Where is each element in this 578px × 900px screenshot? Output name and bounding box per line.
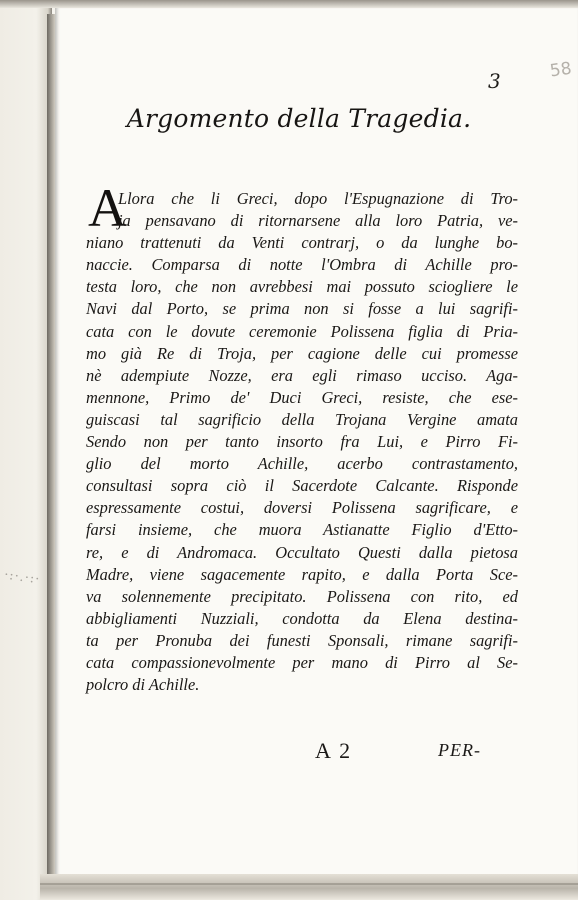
catchword: PER- — [438, 740, 481, 760]
text-line: va solennemente precipitato. Polissena con rito, ed — [86, 586, 518, 606]
text-line: Madre, viene sagacemente rapito, e dalla Porta Sce- — [86, 564, 518, 584]
text-line: naccie. Comparsa di notte l'Ombra di Achille pro- — [86, 255, 518, 275]
text-line: nè adempiute Nozze, era egli rimaso ucciso. Aga- — [86, 365, 518, 385]
text-line: farsi insieme, che muora Astianatte Figlio d'Etto- — [86, 520, 518, 540]
drop-cap: A — [88, 178, 127, 238]
text-line: guiscasi tal sagrificio della Trojana Vergine amata — [86, 409, 518, 429]
text-line: consultasi sopra ciò il Sacerdote Calcante. Risponde — [86, 476, 518, 496]
book-gutter — [47, 14, 55, 886]
text-line: mo già Re di Troja, per cagione delle cui promesse — [86, 343, 518, 363]
left-page-edge — [0, 0, 52, 900]
text-line: Navi dal Porto, se prima non si fosse a lui sagrifi- — [86, 299, 518, 319]
margin-specks: ·:·.·:· — [3, 567, 42, 588]
text-line: polcro di Achille. — [86, 675, 200, 695]
pencil-folio-mark: 58 — [548, 58, 573, 82]
text-line: testa loro, che non avrebbesi mai possuto sciogliere le — [86, 277, 518, 297]
text-line: Llora che li Greci, dopo l'Espugnazione di Tro- — [118, 189, 518, 208]
gathering-signature: A 2 — [315, 738, 353, 763]
text-line: Sendo non per tanto insorto fra Lui, e Pirro Fi- — [86, 432, 518, 452]
body-paragraph — [86, 188, 518, 696]
top-page-edge — [0, 0, 578, 8]
text-line: cata compassionevolmente per mano di Pirro al Se- — [86, 652, 518, 672]
page-number: 3 — [488, 69, 501, 93]
text-line: espressamente costui, doversi Polissena sagrificare, e — [86, 498, 518, 518]
text-line: mennone, Primo de' Duci Greci, resiste, che ese- — [86, 387, 518, 407]
text-line: abbigliamenti Nuzziali, condotta da Elena destina- — [86, 608, 518, 628]
text-line: glio del morto Achille, acerbo contrastamento, — [86, 454, 518, 474]
text-line: ja pensavano di ritornarsene alla loro Patria, ve- — [118, 211, 518, 231]
page-title: Argomento della Tragedia. — [126, 104, 472, 133]
text-line: niano trattenuti da Venti contrarj, o da lunghe bo- — [86, 233, 518, 253]
text-line: ta per Pronuba dei funesti Sponsali, rimane sagrifi- — [86, 630, 518, 650]
text-line: re, e di Andromaca. Occultato Questi dalla pietosa — [86, 542, 518, 562]
text-line: cata con le dovute ceremonie Polissena figlia di Pria- — [86, 321, 518, 341]
bottom-page-edge — [40, 874, 578, 900]
